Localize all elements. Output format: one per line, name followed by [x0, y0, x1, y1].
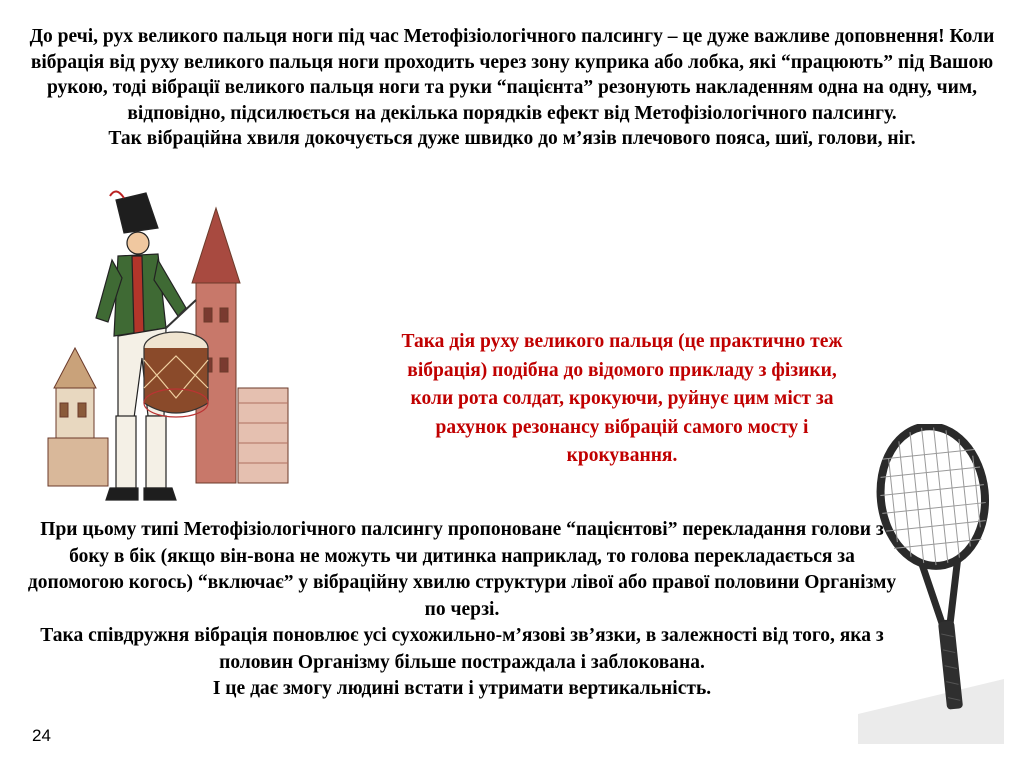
top-paragraph-1: До речі, рух великого пальця ноги під час Метофізіологічного палсингу – це дуже важливе доповнення! Коли вібрація від руху великого пальця ноги проходить через зону куприка або лобка, які “працюють” під Вашою рукою, тоді вібрації великого пальця ноги та руки “пацієнта” резонують накладенням одна на одну, чим, відповідно, підсилюється на декілька порядків ефект від Метофізіологічного палсингу. [29, 26, 995, 124]
top-text-block [20, 24, 1004, 152]
page-number: 24 [32, 726, 51, 745]
drummer-soldier-illustration [46, 188, 292, 518]
bottom-text-block [20, 517, 904, 703]
bottom-paragraph-1: При цьому типі Метофізіологічного палсингу пропоноване “пацієнтові” перекладання голови з боку в бік (якщо він-вона не можуть чи дитинка наприклад, то голова перекладається за допомогою когось) “включає” у вібраційну хвилю структури лівої або правої половини Організму по черзі. [27, 519, 897, 620]
bottom-paragraph-3: І це дає змогу людині встати і утримати вертикальність. [212, 678, 712, 699]
highlight-text [400, 328, 844, 471]
highlight-text-content: Така дія руху великого пальця (це практично теж вібрація) подібна до відомого прикладу з фізики, коли рота солдат, крокуючи, руйнує цим міст за рахунок резонансу вібрацій самого мосту і крокування. [401, 331, 843, 467]
top-paragraph-2: Так вібраційна хвиля докочується дуже швидко до м’язів плечового пояса, шиї, голови, ніг. [108, 128, 916, 150]
bottom-paragraph-2: Така співдружня вібрація поновлює усі сухожильно-м’язові зв’язки, в залежності від того, яка з половин Організму більше постраждала і заблокована. [40, 625, 884, 673]
tennis-racket-illustration [858, 424, 1004, 744]
